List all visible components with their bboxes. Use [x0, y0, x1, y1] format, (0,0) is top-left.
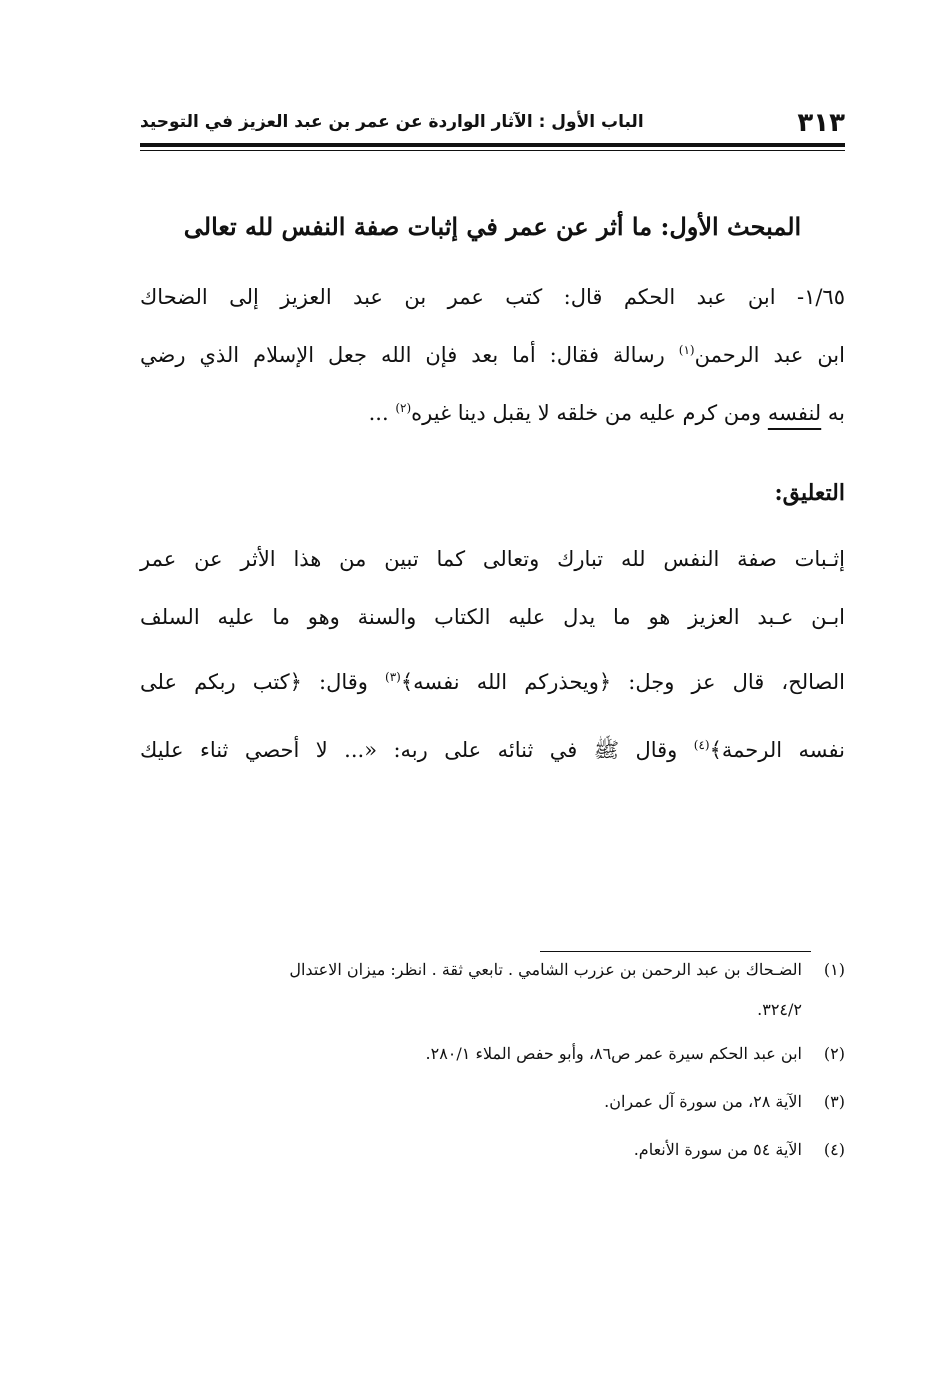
- comment-line-4: [140, 718, 845, 782]
- footnote-3: [140, 1078, 845, 1126]
- text-segment: ومن كرم عليه من خلقه لا يقبل دينا غيره: [411, 401, 768, 425]
- footnote-ref-2[interactable]: (٢): [395, 401, 412, 415]
- text-segment: رسالة فقال: أما بعد فإن الله جعل الإسلام الذي رضي: [140, 343, 679, 367]
- footnote-4: [140, 1126, 845, 1174]
- underlined-word: لنفسه: [767, 401, 822, 425]
- header-rule-thin: [140, 150, 845, 151]
- footnotes: [140, 946, 845, 1174]
- page-number: ٣١٣: [797, 108, 845, 138]
- footnote-text: الآية ٢٨، من سورة آل عمران.: [604, 1092, 802, 1111]
- comment-heading: التعليق:: [774, 480, 845, 506]
- narration-line-3: [140, 384, 845, 442]
- text-segment: به: [821, 401, 845, 425]
- section-title: المبحث الأول: ما أثر عن عمر في إثبات صفة النفس لله تعالى: [183, 212, 802, 241]
- footnote-ref-1[interactable]: (١): [678, 343, 695, 357]
- text-segment: نفسه الرحمة﴾: [709, 738, 845, 762]
- comment-line-3: [140, 646, 845, 718]
- footnote-number: (١): [823, 960, 845, 979]
- page-header: [140, 108, 845, 142]
- footnote-text: الضـحاك بن عبد الرحمن بن عزرب الشامي . تابعي ثقة . انظر: ميزان الاعتدال: [289, 960, 802, 979]
- footnote-text: الآية ٥٤ من سورة الأنعام.: [633, 1140, 802, 1159]
- footnote-ref-4[interactable]: (٤): [693, 738, 710, 752]
- text-segment: ...: [368, 401, 396, 425]
- footnote-number: (٣): [823, 1092, 845, 1111]
- text-segment: الصالح، قال عز وجل: ﴿ويحذركم الله نفسه﴾: [400, 670, 846, 694]
- running-title: الباب الأول : الآثار الواردة عن عمر بن عبد العزيز في التوحيد: [140, 112, 644, 132]
- narration-paragraph: [140, 268, 845, 442]
- footnote-number: (٤): [823, 1140, 845, 1159]
- footnote-2: [140, 1030, 845, 1078]
- narration-line-1: ١/٦٥- ابن عبد الحكم قال: كتب عمر بن عبد العزيز إلى الضحاك: [140, 285, 845, 309]
- comment-paragraph: [140, 530, 845, 782]
- footnote-text: ابن عبد الحكم سيرة عمر ص٨٦، وأبو حفص الملاء ٢٨٠/١.: [425, 1044, 802, 1063]
- header-rule-thick: [140, 143, 845, 147]
- footnote-1: [140, 946, 845, 994]
- footnote-ref-3[interactable]: (٣): [385, 670, 401, 684]
- footnote-number: (٢): [823, 1044, 845, 1063]
- footnote-1-continuation: ٣٢٤/٢.: [757, 1000, 802, 1019]
- comment-line-2: ابـن عـبد العزيز هو ما يدل عليه الكتاب والسنة وهو ما عليه السلف: [140, 605, 845, 629]
- comment-line-1: إثـبات صفة النفس لله تبارك وتعالى كما تبين من هذا الأثر عن عمر: [140, 547, 845, 571]
- text-segment: وقال: ﴿كتب ربكم على: [140, 670, 386, 694]
- text-segment: ابن عبد الرحمن: [694, 343, 845, 367]
- narration-line-2: [140, 326, 845, 384]
- text-segment: وقال ﷺ في ثنائه على ربه: «... لا أحصي ثناء عليك: [140, 738, 694, 762]
